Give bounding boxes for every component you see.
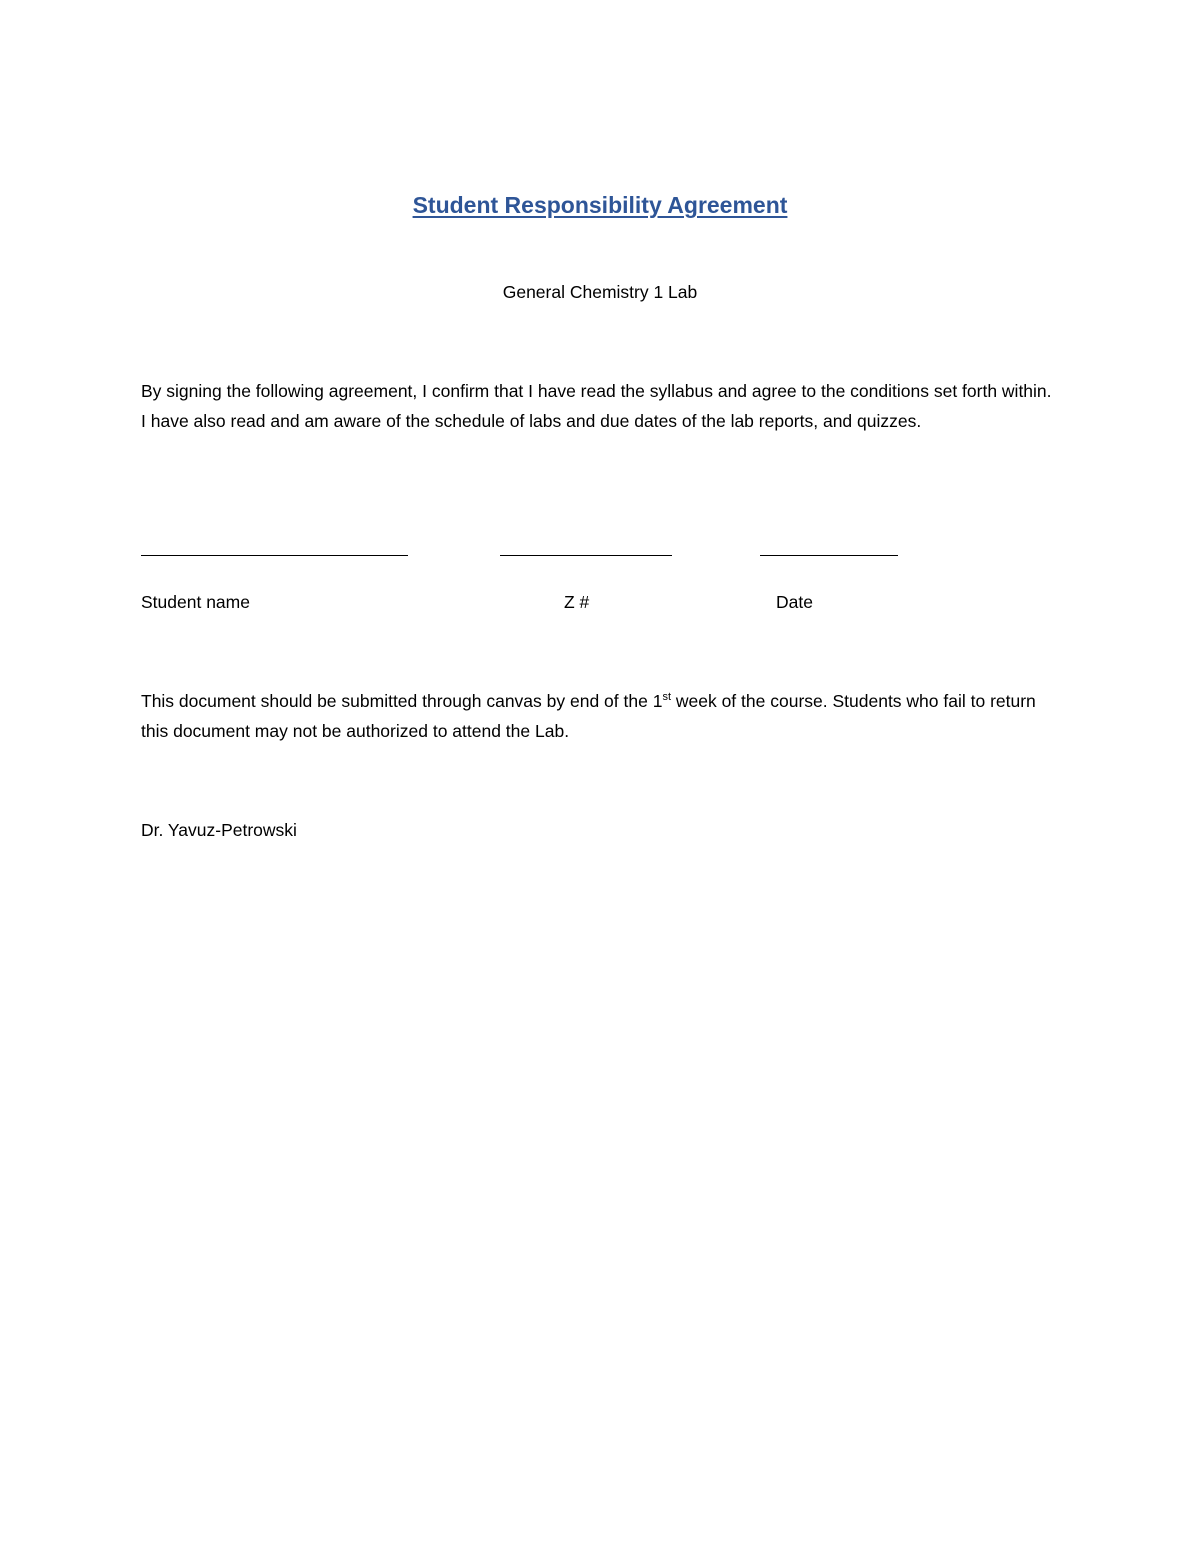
- notice-text-end: week of the course. Students who fail to return this document may not be authorized to attend the Lab.: [141, 691, 1036, 741]
- instructor-name: Dr. Yavuz-Petrowski: [141, 820, 297, 840]
- student-name-signature-line: [141, 555, 408, 556]
- date-label: Date: [776, 592, 813, 612]
- date-signature-line: [760, 555, 898, 556]
- student-name-label: Student name: [141, 592, 250, 612]
- agreement-paragraph: By signing the following agreement, I confirm that I have read the syllabus and agree to the conditions set forth within. I have also read and am aware of the schedule of labs and due dates of the lab reports, and quizzes.: [141, 381, 1052, 431]
- z-number-label: Z #: [564, 592, 590, 612]
- z-number-signature-line: [500, 555, 672, 556]
- submission-notice: [141, 686, 1061, 746]
- document-title: Student Responsibility Agreement: [412, 192, 788, 218]
- course-subtitle: General Chemistry 1 Lab: [502, 282, 698, 302]
- notice-text-start: This document should be submitted through canvas by end of the 1: [141, 691, 663, 711]
- ordinal-suffix: st: [662, 691, 671, 704]
